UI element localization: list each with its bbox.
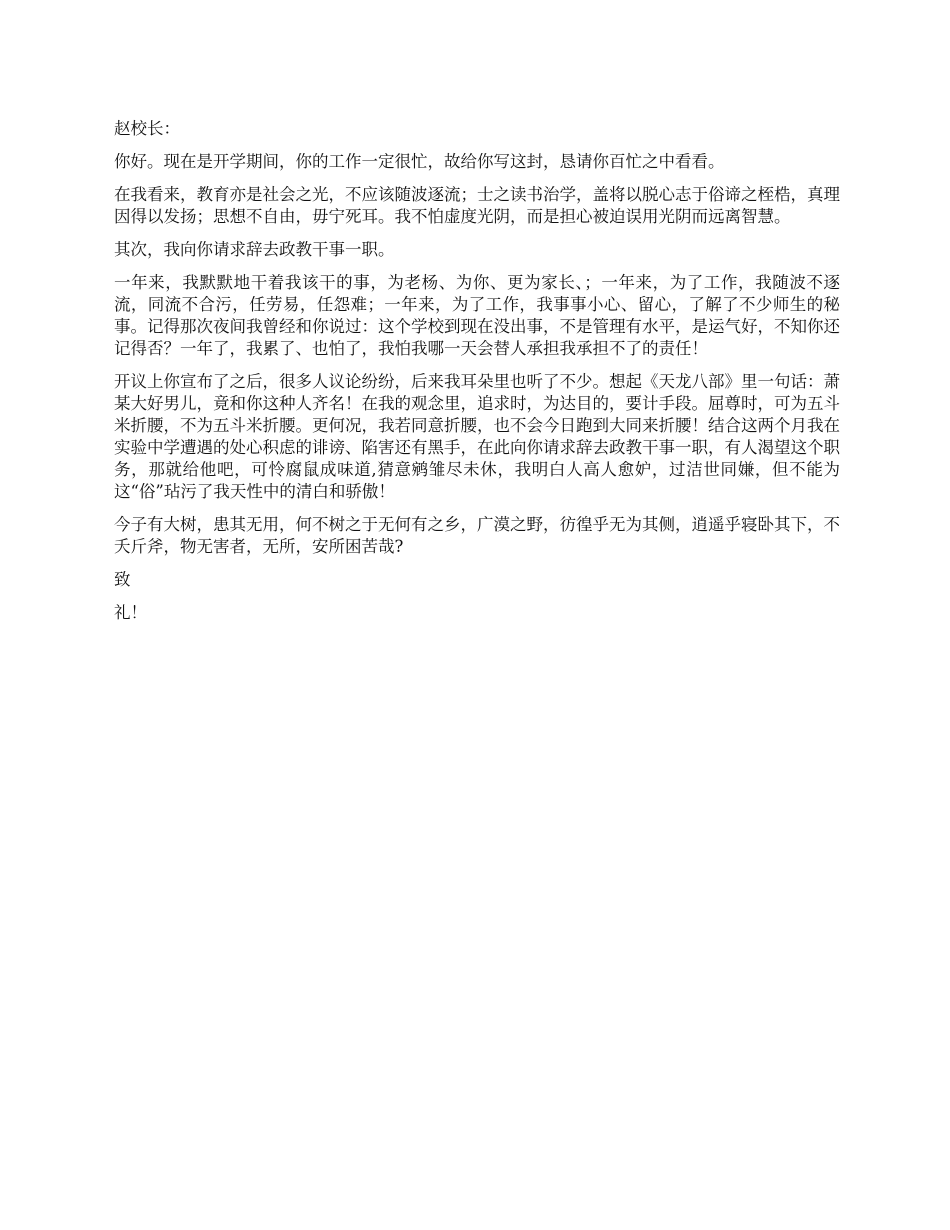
letter-body (114, 118, 840, 635)
closing-zhi: 致 (114, 570, 131, 589)
paragraph-meeting: 开议上你宣布了之后，很多人议论纷纷，后来我耳朵里也听了不少。想起《天龙八部》里一句话：萧某大好男儿，竟和你这种人齐名！在我的观念里，追求时，为达目的，要计手段。屈尊时，可为五斗米折腰，不为五斗米折腰。更何况，我若同意折腰，也不会今日跑到大同来折腰！结合这两个月我在实验中学遭遇的处心积虑的诽谤、陷害还有黑手，在此向你请求辞去政教干事一职，有人渴望这个职务，那就给他吧，可怜腐鼠成味道,猜意鹓雏尽未休，我明白人高人愈妒，过洁世同嫌，但不能为这“俗”玷污了我天性中的清白和骄傲！ (114, 372, 840, 501)
paragraph-greeting: 你好。现在是开学期间，你的工作一定很忙，故给你写这封，恳请你百忙之中看看。 (114, 152, 725, 171)
closing-li: 礼！ (114, 603, 147, 622)
paragraph-year-review: 一年来，我默默地干着我该干的事，为老杨、为你、更为家长、；一年来，为了工作，我随波不逐流，同流不合污，任劳易，任怨难；一年来，为了工作，我事事小心、留心，了解了不少师生的秘事。记得那次夜间我曾经和你说过：这个学校到现在没出事，不是管理有水平，是运气好，不知你还记得否？一年了，我累了、也怕了，我怕我哪一天会替人承担我承担不了的责任！ (114, 273, 840, 358)
paragraph-resignation-request: 其次，我向你请求辞去政教干事一职。 (114, 240, 395, 259)
salutation: 赵校长： (114, 119, 180, 138)
paragraph-big-tree: 今子有大树，患其无用，何不树之于无何有之乡，广漠之野，彷徨乎无为其侧，逍遥乎寝卧其下，不夭斤斧，物无害者，无所，安所困苦哉? (114, 515, 840, 556)
paragraph-education: 在我看来，教育亦是社会之光，不应该随波逐流；士之读书治学，盖将以脱心志于俗谛之桎梏，真理因得以发扬；思想不自由，毋宁死耳。我不怕虚度光阴，而是担心被迫误用光阴而远离智慧。 (114, 185, 840, 226)
